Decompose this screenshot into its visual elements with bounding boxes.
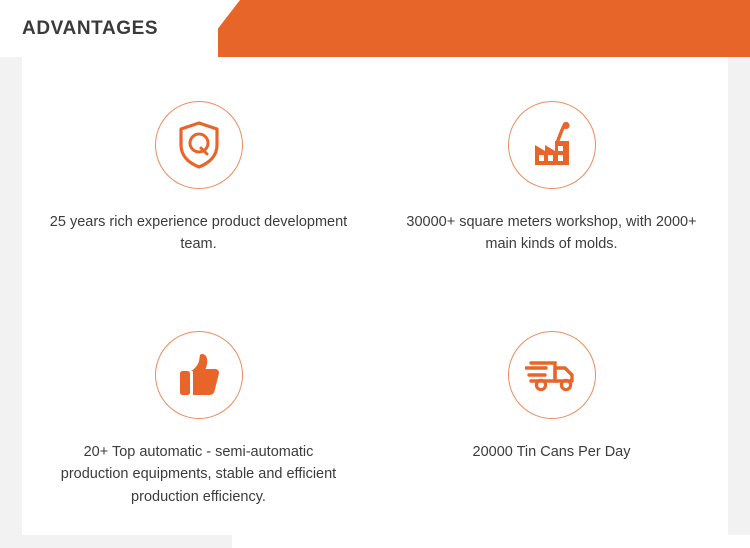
shield-quality-icon bbox=[176, 120, 222, 170]
header-white-slant bbox=[196, 0, 240, 57]
advantage-item-1 bbox=[22, 101, 375, 331]
factory-icon bbox=[527, 121, 577, 169]
advantage-item-4 bbox=[375, 331, 728, 531]
bottom-left-strip bbox=[0, 535, 232, 548]
right-side-panel bbox=[728, 57, 750, 535]
advantage-item-2 bbox=[375, 101, 728, 331]
delivery-truck-icon bbox=[525, 354, 579, 396]
advantage-text-4: 20000 Tin Cans Per Day bbox=[472, 444, 631, 460]
advantage-icon-circle-2 bbox=[508, 101, 596, 189]
advantage-icon-circle-1 bbox=[155, 101, 243, 189]
advantage-text-2: 30000+ square meters workshop, with 2000+ main kinds of molds. bbox=[406, 214, 697, 253]
advantage-icon-circle-4 bbox=[508, 331, 596, 419]
page-title: ADVANTAGES bbox=[22, 18, 159, 39]
thumbs-up-icon bbox=[177, 351, 221, 399]
bottom-right-strip bbox=[232, 535, 750, 548]
section-header bbox=[0, 0, 750, 57]
advantage-item-3 bbox=[22, 331, 375, 531]
left-side-panel bbox=[0, 57, 22, 535]
advantages-content bbox=[0, 57, 750, 548]
advantages-grid bbox=[22, 57, 728, 535]
advantage-icon-circle-3 bbox=[155, 331, 243, 419]
advantage-text-1: 25 years rich experience product development team. bbox=[49, 214, 348, 253]
advantage-text-3: 20+ Top automatic - semi-automatic production equipments, stable and efficient production efficiency. bbox=[60, 444, 337, 505]
